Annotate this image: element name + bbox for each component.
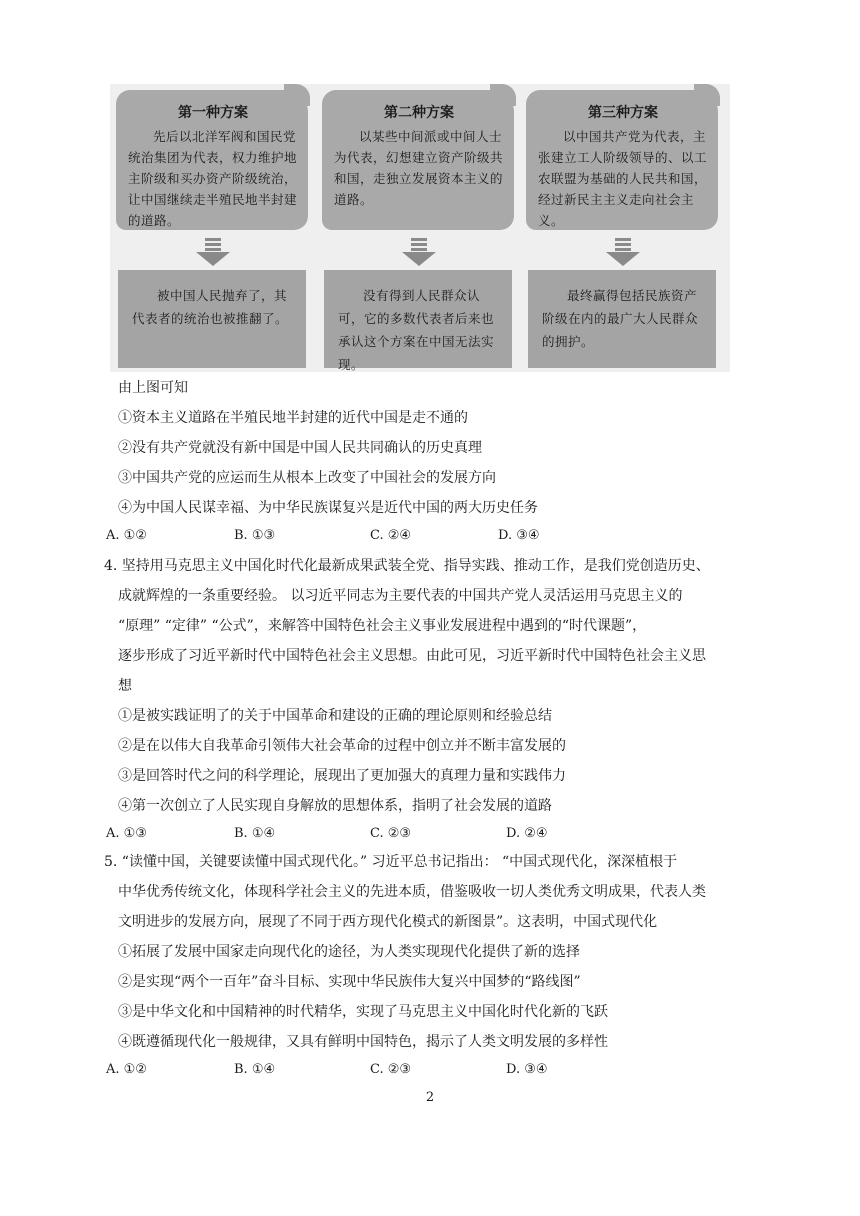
scheme-3 [526, 84, 722, 372]
scheme-1-bubble [116, 90, 308, 230]
scheme-3-result: 最终赢得包括民族资产阶级在内的最广大人民群众的拥护。 [542, 288, 699, 349]
q5-stem-2: 中华优秀传统文化，体现科学社会主义的先进本质，借鉴吸收一切人类优秀文明成果，代表人类 [118, 884, 706, 900]
scheme-2-text: 以某些中间派或中间人士为代表，幻想建立资产阶级共和国，走独立发展资本主义的道路。 [334, 129, 504, 207]
scheme-3-result-box [528, 270, 716, 368]
scheme-2-result: 没有得到人民群众认可，它的多数代表者后来也承认这个方案在中国无法实现。 [338, 288, 495, 372]
q4-option-d[interactable]: D. ②④ [506, 826, 548, 841]
q3-lead: 由上图可知 [118, 380, 188, 396]
q4-option-b[interactable]: B. ①④ [234, 826, 276, 841]
scheme-1-title: 第一种方案 [178, 105, 248, 121]
q3-option-a[interactable]: A. ①② [106, 528, 147, 543]
schemes-figure [110, 84, 730, 372]
q4-stem-3: “原理” “定律” “公式”，来解答中国特色社会主义事业发展进程中遇到的“时代课题”， [118, 618, 647, 634]
q5-option-c[interactable]: C. ②③ [370, 1062, 412, 1077]
down-arrow-icon [196, 238, 230, 266]
scheme-3-title: 第三种方案 [588, 105, 658, 121]
scheme-1-text: 先后以北洋军阀和国民党统治集团为代表，权力维护地主阶级和买办资产阶级统治，让中国继续走半殖民地半封建的道路。 [128, 129, 298, 228]
scheme-1-result-box [118, 270, 306, 368]
q5-item-1: ①拓展了发展中国家走向现代化的途径，为人类实现现代化提供了新的选择 [118, 944, 580, 960]
q5-option-b[interactable]: B. ①④ [234, 1062, 276, 1077]
q5-options [0, 1060, 860, 1080]
q3-item-4: ④为中国人民谋幸福、为中华民族谋复兴是近代中国的两大历史任务 [118, 500, 538, 516]
q5-stem-1: 5. “读懂中国，关键要读懂中国式现代化。” 习近平总书记指出： “中国式现代化，深深植根于 [104, 854, 678, 870]
q4-stem-2: 成就辉煌的一条重要经验。 以习近平同志为主要代表的中国共产党人灵活运用马克思主义的 [118, 588, 683, 604]
q4-item-2: ②是在以伟大自我革命引领伟大社会革命的过程中创立并不断丰富发展的 [118, 738, 566, 754]
scheme-1-result: 被中国人民抛弃了，其代表者的统治也被推翻了。 [132, 288, 289, 326]
down-arrow-icon [402, 238, 436, 266]
q5-item-2: ②是实现“两个一百年”奋斗目标、实现中华民族伟大复兴中国梦的“路线图” [118, 974, 581, 990]
q4-stem-5: 想 [118, 678, 132, 694]
page-number: 2 [425, 1090, 435, 1105]
scheme-3-text: 以中国共产党为代表，主张建立工人阶级领导的、以工农联盟为基础的人民共和国，经过新民主主义走向社会主义。 [538, 129, 708, 228]
scheme-3-bubble [526, 90, 718, 230]
q5-stem-3: 文明进步的发展方向，展现了不同于西方现代化模式的新图景”。这表明，中国式现代化 [118, 914, 658, 930]
scheme-2-bubble [322, 90, 514, 230]
scheme-2-result-box [324, 270, 512, 372]
q4-item-3: ③是回答时代之问的科学理论，展现出了更加强大的真理力量和实践伟力 [118, 768, 566, 784]
q4-options [0, 824, 860, 844]
q4-item-1: ①是被实践证明了的关于中国革命和建设的正确的理论原则和经验总结 [118, 708, 552, 724]
q4-option-c[interactable]: C. ②③ [370, 826, 412, 841]
q3-options [0, 526, 860, 546]
q3-option-b[interactable]: B. ①③ [234, 528, 276, 543]
q4-item-4: ④第一次创立了人民实现自身解放的思想体系，指明了社会发展的道路 [118, 798, 552, 814]
q5-item-4: ④既遵循现代化一般规律，又具有鲜明中国特色，揭示了人类文明发展的多样性 [118, 1034, 608, 1050]
down-arrow-icon [606, 238, 640, 266]
q4-stem-1: 4. 坚持用马克思主义中国化时代化最新成果武装全党、指导实践、推动工作，是我们党创造历史、 [104, 558, 710, 574]
q3-item-3: ③中国共产党的应运而生从根本上改变了中国社会的发展方向 [118, 470, 496, 486]
scheme-2-title: 第二种方案 [384, 105, 454, 121]
scheme-1 [116, 84, 312, 372]
q3-item-1: ①资本主义道路在半殖民地半封建的近代中国是走不通的 [118, 410, 468, 426]
q5-option-a[interactable]: A. ①② [106, 1062, 147, 1077]
q4-option-a[interactable]: A. ①③ [106, 826, 147, 841]
q4-stem-4: 逐步形成了习近平新时代中国特色社会主义思想。由此可见，习近平新时代中国特色社会主义思 [118, 648, 706, 664]
q3-option-d[interactable]: D. ③④ [498, 528, 540, 543]
q3-item-2: ②没有共产党就没有新中国是中国人民共同确认的历史真理 [118, 440, 482, 456]
q5-option-d[interactable]: D. ③④ [506, 1062, 548, 1077]
q5-item-3: ③是中华文化和中国精神的时代精华，实现了马克思主义中国化时代化新的飞跃 [118, 1004, 608, 1020]
q3-option-c[interactable]: C. ②④ [370, 528, 412, 543]
scheme-2 [322, 84, 518, 372]
